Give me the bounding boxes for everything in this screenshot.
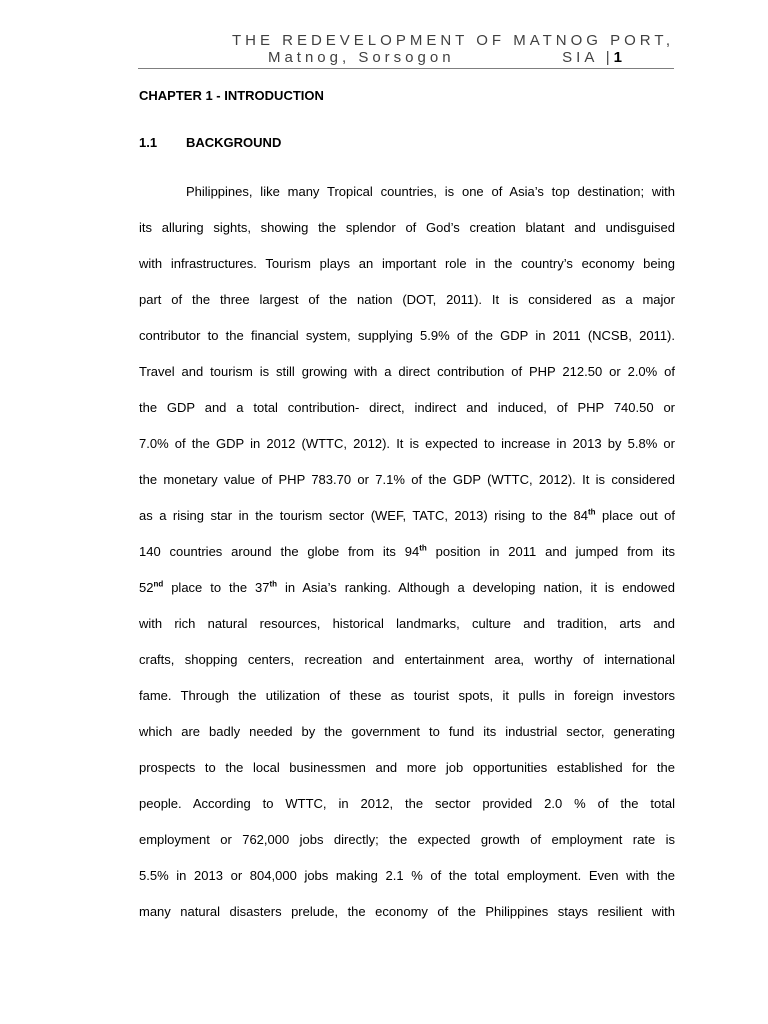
header-title: THE REDEVELOPMENT OF MATNOG PORT, <box>231 32 674 49</box>
body-line: people. According to WTTC, in 2012, the sector provided 2.0 % of the total <box>139 796 675 811</box>
body-line: 140 countries around the globe from its 94th position in 2011 and jumped from its <box>139 543 675 559</box>
body-line: prospects to the local businessmen and more job opportunities established for the <box>139 760 675 775</box>
body-line: which are badly needed by the government to fund its industrial sector, generating <box>139 724 675 739</box>
page-number: 1 <box>613 49 622 66</box>
header-author: SIA <box>562 49 598 66</box>
body-line: 52nd place to the 37th in Asia’s ranking. Although a developing nation, it is endowed <box>139 579 675 595</box>
body-line: with rich natural resources, historical landmarks, culture and tradition, arts and <box>139 616 675 631</box>
body-line: contributor to the financial system, supplying 5.9% of the GDP in 2011 (NCSB, 2011). <box>139 328 675 343</box>
body-line: the monetary value of PHP 783.70 or 7.1% of the GDP (WTTC, 2012). It is considered <box>139 472 675 487</box>
body-line: with infrastructures. Tourism plays an important role in the country’s economy being <box>139 256 675 271</box>
header-subline <box>232 49 622 66</box>
body-line: many natural disasters prelude, the economy of the Philippines stays resilient with <box>139 904 675 919</box>
body-line: Philippines, like many Tropical countries, is one of Asia’s top destination; with <box>186 184 675 199</box>
section-heading <box>139 135 281 150</box>
body-line: the GDP and a total contribution- direct, indirect and induced, of PHP 740.50 or <box>139 400 675 415</box>
body-paragraph <box>139 182 675 938</box>
section-number: 1.1 <box>139 135 158 150</box>
body-line: part of the three largest of the nation (DOT, 2011). It is considered as a major <box>139 292 675 307</box>
body-line: employment or 762,000 jobs directly; the expected growth of employment rate is <box>139 832 675 847</box>
running-header <box>232 32 674 66</box>
header-rule <box>138 68 674 69</box>
header-location: Matnog, Sorsogon <box>267 49 455 66</box>
body-line: fame. Through the utilization of these as tourist spots, it pulls in foreign investors <box>139 688 675 703</box>
body-line: its alluring sights, showing the splendor of God’s creation blatant and undisguised <box>139 220 675 235</box>
chapter-heading: CHAPTER 1 - INTRODUCTION <box>139 88 324 103</box>
body-line: as a rising star in the tourism sector (WEF, TATC, 2013) rising to the 84th place out of <box>139 507 675 523</box>
body-line: 5.5% in 2013 or 804,000 jobs making 2.1 % of the total employment. Even with the <box>139 868 675 883</box>
header-separator: | <box>605 49 614 66</box>
body-line: Travel and tourism is still growing with a direct contribution of PHP 212.50 or 2.0% of <box>139 364 675 379</box>
section-title: BACKGROUND <box>186 135 282 150</box>
header-author-page <box>562 49 622 66</box>
body-line: crafts, shopping centers, recreation and entertainment area, worthy of international <box>139 652 675 667</box>
body-line: 7.0% of the GDP in 2012 (WTTC, 2012). It is expected to increase in 2013 by 5.8% or <box>139 436 675 451</box>
